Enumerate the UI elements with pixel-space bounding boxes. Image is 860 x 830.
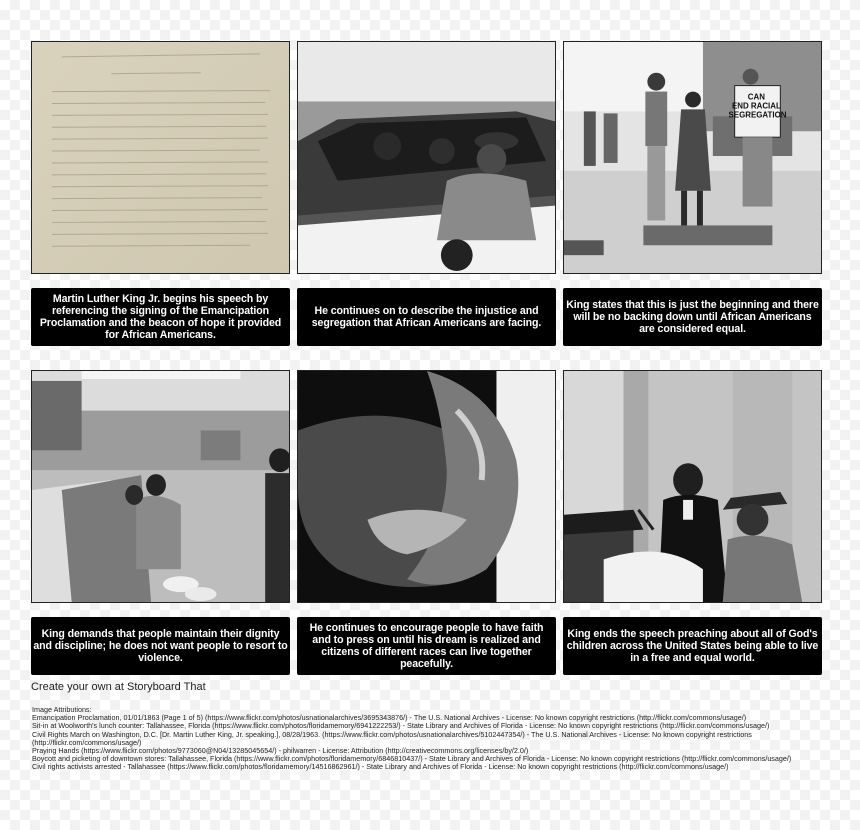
panel-caption: King states that this is just the beginning and there will be no backing down until African Americans are considered equal. — [563, 288, 822, 346]
attribution-line: Emancipation Proclamation, 01/01/1863 (Page 1 of 5) (https://www.flickr.com/photos/usnationalarchives/3695343876/) - The U.S. National Archives - License: No known copyright restrictions (http://flickr.com/commons/usage/) — [32, 713, 747, 723]
lunch-counter-sit-in-image — [31, 370, 290, 603]
create-your-own-link[interactable]: Create your own at Storyboard That — [31, 681, 206, 693]
panel-caption: King ends the speech preaching about all of God's children across the United States being able to live in a free and equal world. — [563, 617, 822, 675]
panel-caption: King demands that people maintain their dignity and discipline; he does not want people to resort to violence. — [31, 617, 290, 675]
praying-hands-image — [297, 370, 556, 603]
image-attributions — [32, 706, 832, 772]
protest-sign-text: CAN END RACIAL SEGREGATION — [728, 92, 787, 120]
king-speaking-image — [563, 370, 822, 603]
panel-caption: Martin Luther King Jr. begins his speech by referencing the signing of the Emancipation Proclamation and the beacon of hope it provided for African Americans. — [31, 288, 290, 346]
attribution-heading: Image Attributions: — [32, 705, 92, 714]
police-car-image — [297, 41, 556, 274]
attribution-line: Civil rights activists arrested - Tallahassee (https://www.flickr.com/photos/floridamemory/14516862961/) - State Library and Archives of Florida - License: No known copyright restrictions (http://flickr.com/commons/usage/) — [32, 762, 729, 772]
emancipation-proclamation-image — [31, 41, 290, 274]
panel-caption: He continues on to describe the injustice and segregation that African Americans are facing. — [297, 288, 556, 346]
attribution-line: Boycott and picketing of downtown stores: Tallahassee, Florida (https://www.flickr.com/photos/floridamemory/6846810437/) - State Library and Archives of Florida - License: No known copyright restrictions (http://flickr.com/commons/usage/) — [32, 754, 792, 764]
panel-caption: He continues to encourage people to have faith and to press on until his dream is realized and citizens of different races can live together peacefully. — [297, 617, 556, 675]
attribution-line: Civil Rights March on Washington, D.C. [Dr. Martin Luther King, Jr. speaking.], 08/28/1963. (https://www.flickr.com/photos/usnationalarchives/5102447354/) - The U.S. National Archives - License: No known copyright restrictions (http://flickr.com/commons/usage/) — [32, 729, 752, 747]
protesters-street-image — [563, 41, 822, 274]
attribution-line: Sit-in at Woolworth's lunch counter: Tallahassee, Florida (https://www.flickr.com/photos/floridamemory/6941222253/) - State Library and Archives of Florida - License: No known copyright restrictions (http://flickr.com/commons/usage/) — [32, 721, 770, 731]
attribution-line: Praying Hands (https://www.flickr.com/photos/9773060@N04/13285045654/) - philwarren - License: Attribution (http://creativecommons.org/licenses/by/2.0/) — [32, 746, 529, 756]
